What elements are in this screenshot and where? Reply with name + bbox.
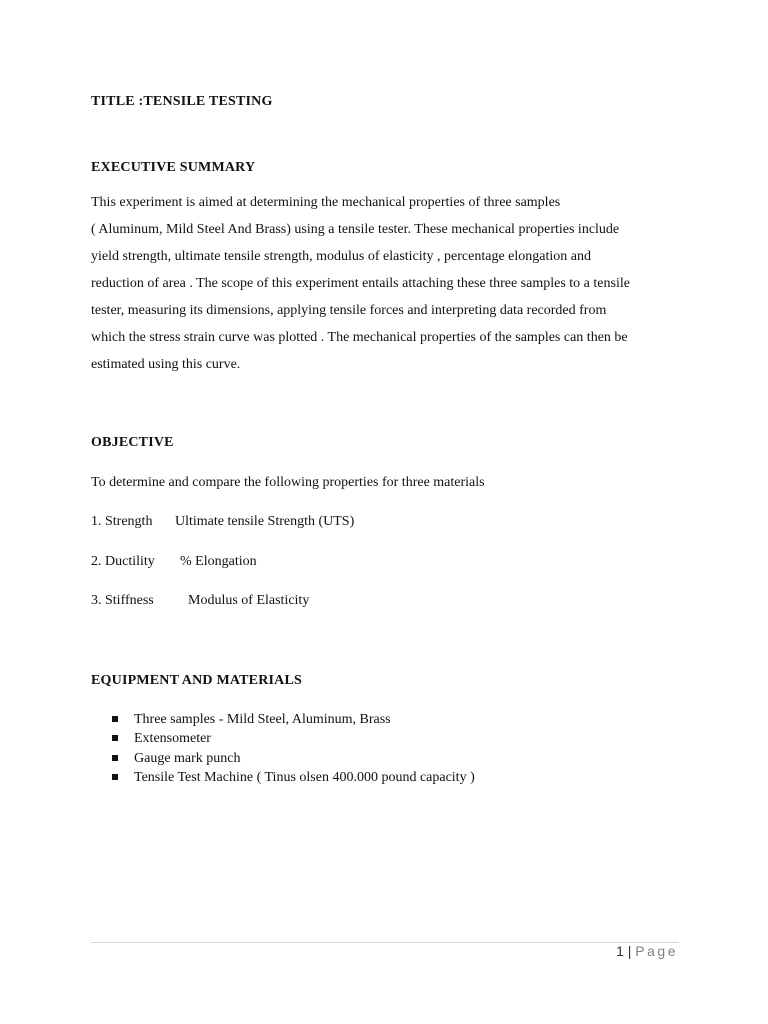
objective-item-stiffness	[91, 593, 309, 609]
list-item	[112, 751, 241, 767]
bullet-icon	[112, 755, 118, 761]
footer-divider	[91, 942, 679, 943]
list-item	[112, 712, 391, 728]
paragraph-line: ( Aluminum, Mild Steel And Brass) using a tensile tester. These mechanical properties include	[91, 222, 620, 237]
list-item-text: Three samples - Mild Steel, Aluminum, Brass	[134, 712, 391, 727]
document-title: TITLE :TENSILE TESTING	[91, 94, 273, 109]
footer-separator: |	[627, 943, 632, 959]
paragraph-line: which the stress strain curve was plotted . The mechanical properties of the samples can then be	[91, 330, 628, 345]
list-item	[112, 731, 211, 747]
paragraph-line: tester, measuring its dimensions, applying tensile forces and interpreting data recorded from	[91, 303, 607, 318]
page-number: 1	[616, 943, 624, 959]
list-item-text: Gauge mark punch	[134, 751, 241, 766]
objective-heading: OBJECTIVE	[91, 435, 174, 450]
objective-item-term: 3. Stiffness	[91, 593, 154, 608]
page-label: Page	[635, 943, 678, 959]
equipment-heading: EQUIPMENT AND MATERIALS	[91, 673, 302, 688]
paragraph-line: yield strength, ultimate tensile strength, modulus of elasticity , percentage elongation and	[91, 249, 591, 264]
objective-intro: To determine and compare the following properties for three materials	[91, 475, 485, 490]
bullet-icon	[112, 774, 118, 780]
bullet-icon	[112, 735, 118, 741]
objective-item-desc: % Elongation	[180, 554, 257, 569]
paragraph-line: This experiment is aimed at determining the mechanical properties of three samples	[91, 195, 561, 210]
objective-item-desc: Modulus of Elasticity	[188, 593, 310, 608]
objective-item-strength	[91, 514, 354, 530]
objective-item-desc: Ultimate tensile Strength (UTS)	[175, 514, 355, 529]
objective-item-ductility	[91, 554, 257, 570]
executive-summary-heading: EXECUTIVE SUMMARY	[91, 160, 256, 175]
paragraph-line: reduction of area . The scope of this experiment entails attaching these three samples to a tensile	[91, 276, 630, 291]
page-footer	[616, 943, 678, 959]
list-item-text: Tensile Test Machine ( Tinus olsen 400.000 pound capacity )	[134, 770, 475, 785]
bullet-icon	[112, 716, 118, 722]
list-item	[112, 770, 475, 786]
paragraph-line: estimated using this curve.	[91, 357, 241, 372]
objective-item-term: 2. Ductility	[91, 554, 155, 569]
objective-item-term: 1. Strength	[91, 514, 153, 529]
list-item-text: Extensometer	[134, 731, 211, 746]
